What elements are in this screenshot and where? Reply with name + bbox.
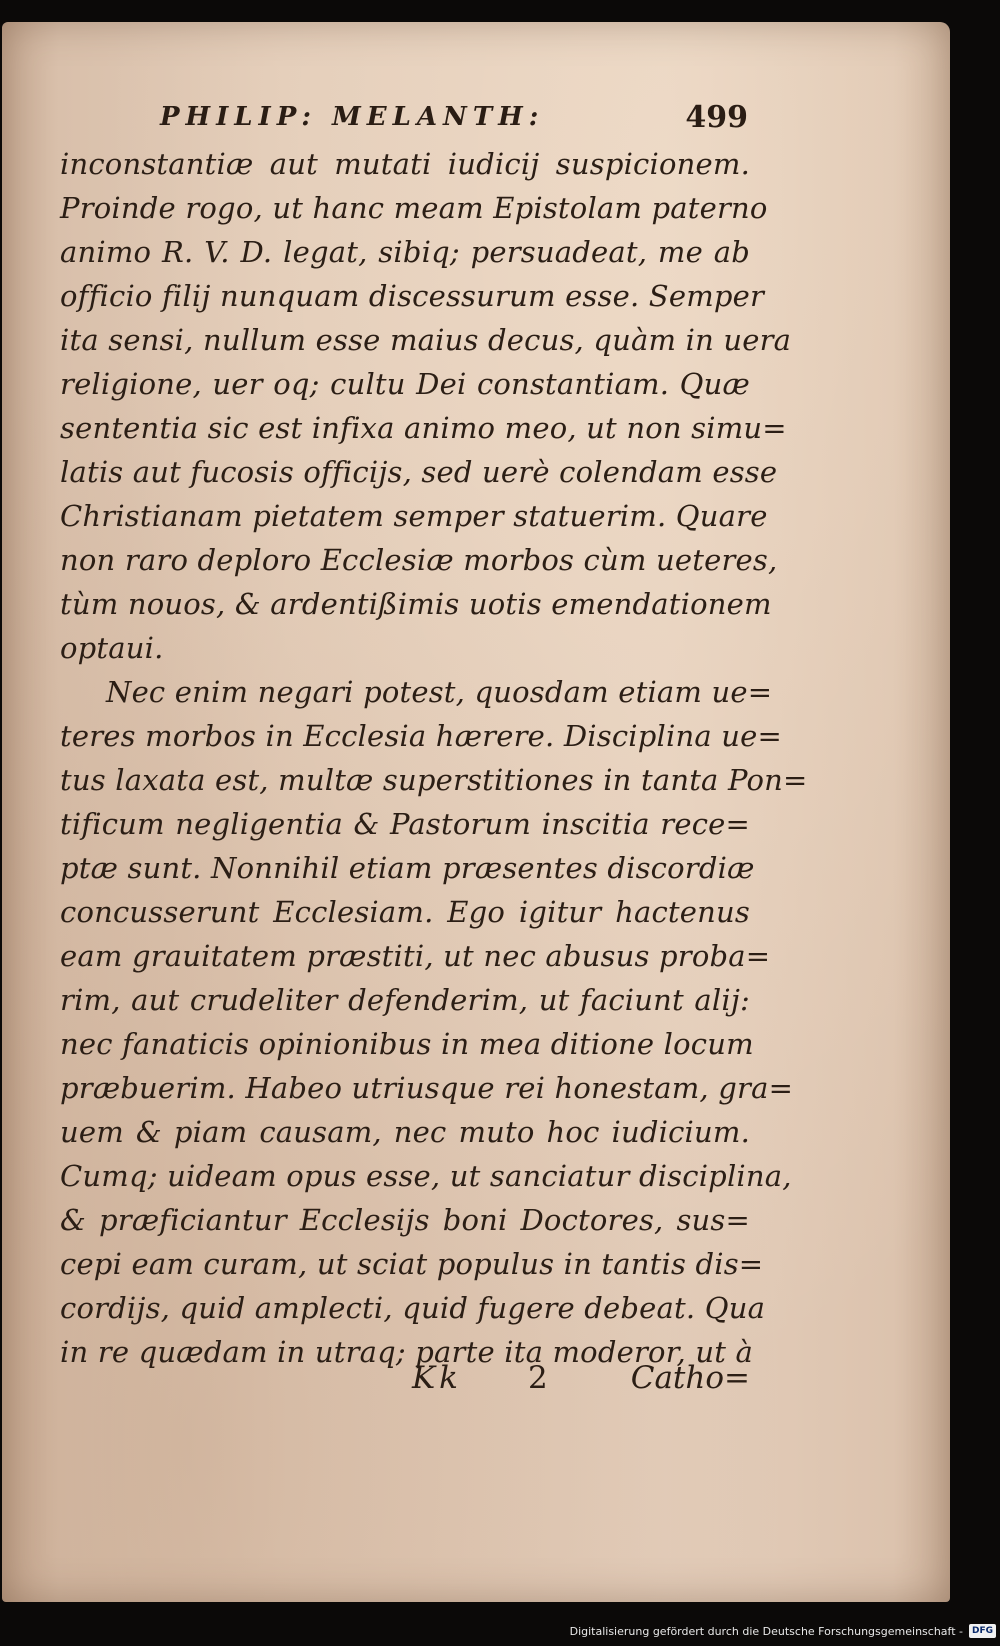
text-line: concusserunt Ecclesiam. Ego igitur hactenus <box>60 895 750 929</box>
text-line: latis aut fucosis officijs, sed uerè colendam esse <box>60 455 778 489</box>
text-line: tus laxata est, multæ superstitiones in tanta Pon= <box>60 763 808 797</box>
text-line: teres morbos in Ecclesia hærere. Disciplina ue= <box>60 719 782 753</box>
text-line: præbuerim. Habeo utriusque rei honestam, gra= <box>60 1071 794 1105</box>
text-line: in re quædam in utraq; parte ita moderor, ut à <box>60 1335 754 1369</box>
signature-number: 2 <box>528 1360 548 1396</box>
text-line: tùm nouos, & ardentißimis uotis emendationem <box>60 587 772 621</box>
digitization-footer <box>570 1622 996 1640</box>
text-line: tificum negligentia & Pastorum inscitia rece= <box>60 807 750 841</box>
text-line: religione, uer oq; cultu Dei constantiam. Quæ <box>60 367 750 401</box>
text-line: ita sensi, nullum esse maius decus, quàm in uera <box>60 323 792 357</box>
text-line: rim, aut crudeliter defenderim, ut faciunt alij: <box>60 983 750 1017</box>
running-title: PHILIP: MELANTH: <box>160 102 545 132</box>
text-line: non raro deploro Ecclesiæ morbos cùm ueteres, <box>60 543 778 577</box>
signature-mark: Kk <box>412 1360 462 1396</box>
text-line: cordijs, quid amplecti, quid fugere debeat. Qua <box>60 1291 766 1325</box>
text-line: eam grauitatem præstiti, ut nec abusus proba= <box>60 939 771 973</box>
text-line: officio filij nunquam discessurum esse. Semper <box>60 279 765 313</box>
running-head <box>60 80 750 136</box>
page-content <box>60 80 808 1440</box>
book-page <box>2 22 950 1602</box>
text-line: Christianam pietatem semper statuerim. Quare <box>60 499 768 533</box>
text-line: & præficiantur Ecclesijs boni Doctores, sus= <box>60 1203 750 1237</box>
catchword: Catho= <box>630 1360 750 1396</box>
text-line: uem & piam causam, nec muto hoc iudicium. <box>60 1115 750 1149</box>
text-line: ptæ sunt. Nonnihil etiam præsentes discordiæ <box>60 851 755 885</box>
text-line: sententia sic est infixa animo meo, ut non simu= <box>60 411 787 445</box>
text-line: Cumq; uideam opus esse, ut sanciatur disciplina, <box>60 1159 792 1193</box>
text-line: cepi eam curam, ut sciat populus in tantis dis= <box>60 1247 764 1281</box>
text-line-paragraph-start: Nec enim negari potest, quosdam etiam ue= <box>106 675 773 709</box>
text-line: optaui. <box>60 631 164 665</box>
body-text <box>60 142 808 1374</box>
footer-credit: Digitalisierung gefördert durch die Deutsche Forschungsgemeinschaft - <box>569 1624 963 1638</box>
page-number: 499 <box>685 100 748 135</box>
text-line: inconstantiæ aut mutati iudicij suspicionem. <box>60 147 750 181</box>
text-line: Proinde rogo, ut hanc meam Epistolam paterno <box>60 191 768 225</box>
catchline <box>60 1356 750 1400</box>
text-line: nec fanaticis opinionibus in mea ditione locum <box>60 1027 754 1061</box>
text-line: animo R. V. D. legat, sibiq; persuadeat, me ab <box>60 235 750 269</box>
dfg-logo-icon: DFG <box>969 1624 996 1638</box>
